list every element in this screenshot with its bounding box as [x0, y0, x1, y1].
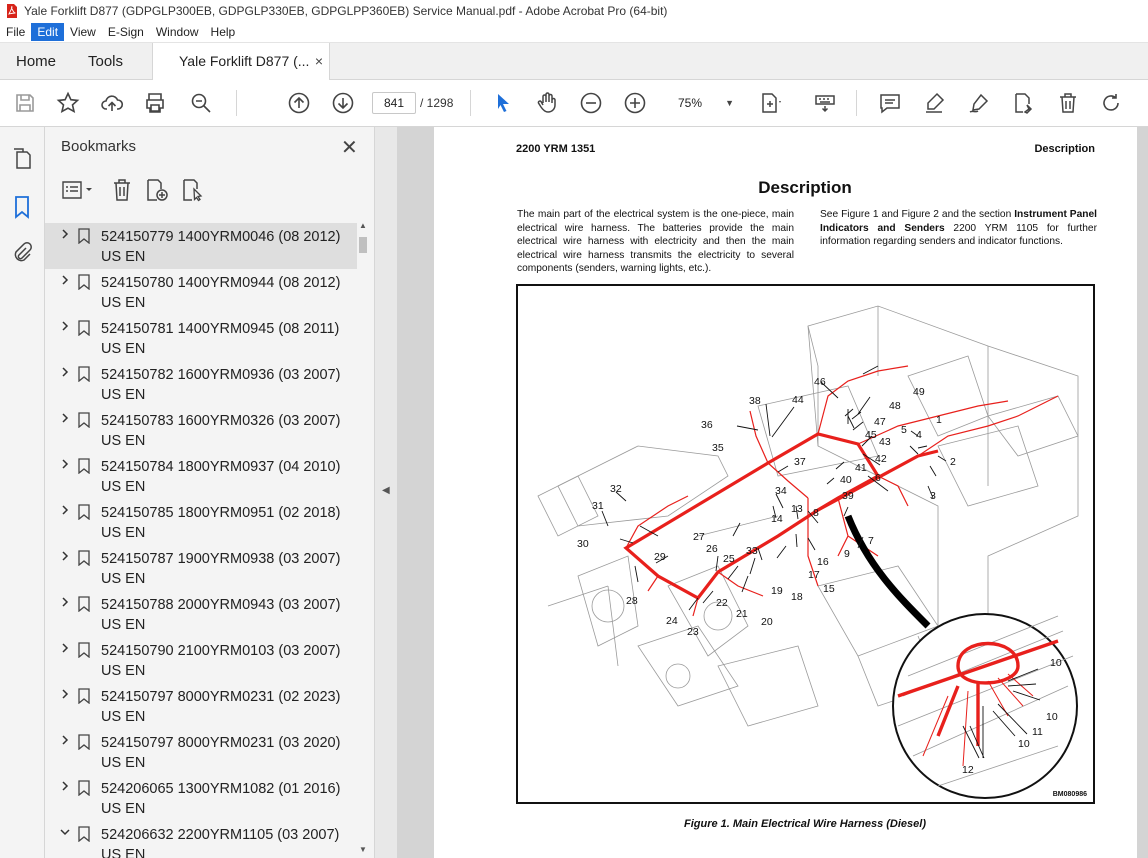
bookmark-title: 524150788 2000YRM0943 (03 2007)	[101, 597, 341, 613]
figure-callout: 2	[950, 456, 956, 468]
menu-window[interactable]: Window	[155, 25, 199, 39]
new-bookmark-icon[interactable]	[145, 178, 169, 202]
bookmark-title: 524150790 2100YRM0103 (03 2007)	[101, 643, 341, 659]
figure-callout: 9	[844, 548, 850, 560]
attachment-icon[interactable]	[11, 241, 33, 265]
figure-callout: 15	[823, 583, 835, 595]
chevron-down-icon: ▼	[725, 98, 734, 108]
navigation-rail	[0, 127, 45, 858]
bookmark-label	[101, 687, 351, 727]
tab-document[interactable]	[152, 43, 330, 81]
bookmark-item[interactable]	[45, 683, 357, 729]
page-total: / 1298	[420, 96, 454, 110]
figure-callout: 3	[930, 490, 936, 502]
bookmark-icon	[78, 412, 90, 428]
bookmark-icon	[78, 504, 90, 520]
zoom-value: 75%	[678, 96, 703, 110]
figure-callout: 26	[706, 543, 718, 555]
figure-callout: 21	[736, 608, 748, 620]
bookmark-item[interactable]	[45, 545, 357, 591]
bookmark-label	[101, 319, 351, 359]
window-title: Yale Forklift D877 (GDPGLP300EB, GDPGLP330EB, GDPGLPP360EB) Service Manual.pdf - Adobe Acrobat Pro (64-bit)	[24, 4, 668, 18]
bookmark-language: US EN	[101, 525, 146, 541]
bookmark-title: 524150779 1400YRM0046 (08 2012)	[101, 229, 341, 245]
bookmark-title: 524206632 2200YRM1105 (03 2007)	[101, 827, 340, 843]
delete-bookmark-icon[interactable]	[111, 178, 133, 202]
bookmark-icon	[78, 642, 90, 658]
chevron-right-icon[interactable]	[59, 780, 69, 795]
page-header-right: Description	[1034, 143, 1095, 155]
figure-callout: 29	[654, 551, 666, 563]
bookmark-item[interactable]	[45, 821, 357, 858]
bookmark-title: 524150780 1400YRM0944 (08 2012)	[101, 275, 341, 291]
figure-callout: 49	[913, 386, 925, 398]
figure-callout: 37	[794, 456, 806, 468]
bookmark-item[interactable]	[45, 223, 357, 269]
bookmark-icon	[78, 596, 90, 612]
figure-callout: 20	[761, 616, 773, 628]
comment-icon[interactable]	[878, 91, 902, 115]
menu-bar	[0, 22, 1148, 43]
zoom-in-icon[interactable]	[623, 91, 647, 115]
bookmark-title: 524150782 1600YRM0936 (03 2007)	[101, 367, 341, 383]
chevron-right-icon[interactable]	[59, 458, 69, 473]
figure-callout: 47	[874, 416, 886, 428]
title-bar	[0, 0, 1148, 22]
figure-callout: 35	[712, 442, 724, 454]
bookmark-icon	[78, 550, 90, 566]
toolbar-separator	[236, 90, 237, 116]
figure-callout: 4	[916, 429, 922, 441]
figure-callout: 24	[666, 615, 678, 627]
bookmark-title: 524150783 1600YRM0326 (03 2007)	[101, 413, 341, 429]
bookmark-label	[101, 457, 351, 497]
bookmark-item[interactable]	[45, 453, 357, 499]
figure-callout: 40	[840, 474, 852, 486]
figure-callout: 42	[875, 453, 887, 465]
chevron-right-icon[interactable]	[59, 504, 69, 519]
figure-callout: 28	[626, 595, 638, 607]
print-icon[interactable]	[143, 91, 167, 115]
tab-bar	[0, 43, 1148, 80]
page-down-icon[interactable]	[331, 91, 355, 115]
bookmark-language: US EN	[101, 709, 146, 725]
bookmark-item[interactable]	[45, 407, 357, 453]
collapse-panel-icon[interactable]: ◀	[382, 485, 390, 496]
bookmark-icon	[78, 688, 90, 704]
bookmark-item[interactable]	[45, 315, 357, 361]
bookmark-title: 524206065 1300YRM1082 (01 2016)	[101, 781, 341, 797]
figure-callout: 46	[814, 376, 826, 388]
panel-toolbar	[45, 175, 375, 205]
bookmark-panel-icon[interactable]	[11, 195, 33, 219]
fit-page-icon[interactable]	[758, 91, 782, 115]
bookmark-icon	[78, 366, 90, 382]
page-number-input[interactable]: 841	[372, 92, 416, 114]
bookmark-icon	[78, 320, 90, 336]
figure-callout: 10	[1050, 657, 1062, 669]
edit-pdf-icon[interactable]	[1011, 91, 1035, 115]
chevron-right-icon[interactable]	[59, 550, 69, 565]
figure-callout: 17	[808, 569, 820, 581]
figure-callout: 44	[792, 394, 804, 406]
figure-callout: 14	[771, 513, 783, 525]
chevron-right-icon[interactable]	[59, 596, 69, 611]
bookmark-label	[101, 733, 351, 773]
pdf-page	[434, 127, 1137, 858]
bookmark-label	[101, 779, 351, 819]
bookmark-item[interactable]	[45, 637, 357, 683]
bookmark-language: US EN	[101, 341, 146, 357]
scroll-up-icon[interactable]: ▲	[359, 221, 367, 230]
figure-callout: 19	[771, 585, 783, 597]
toolbar-separator	[470, 90, 471, 116]
bookmark-title: 524150784 1800YRM0937 (04 2010)	[101, 459, 341, 475]
bookmark-language: US EN	[101, 433, 146, 449]
harness-illustration	[518, 286, 1093, 802]
bookmarks-panel	[45, 127, 375, 858]
bookmark-item[interactable]	[45, 269, 357, 315]
bookmark-label	[101, 273, 351, 313]
bookmark-language: US EN	[101, 571, 146, 587]
bookmark-icon	[78, 826, 90, 842]
close-icon[interactable]: ✕	[341, 137, 358, 159]
body-text-part: See Figure 1 and Figure 2 and the section	[820, 209, 1015, 220]
menu-file[interactable]: File	[6, 25, 26, 39]
panel-collapse-gutter[interactable]	[375, 127, 397, 858]
bookmark-label	[101, 549, 351, 589]
figure-callout: 31	[592, 500, 604, 512]
figure-callout: 6	[875, 472, 881, 484]
figure-callout: 22	[716, 597, 728, 609]
figure-callout: 27	[693, 531, 705, 543]
tab-home[interactable]: Home	[16, 53, 57, 70]
bookmark-language: US EN	[101, 663, 146, 679]
figure-callout: 1	[936, 414, 942, 426]
scrollbar-thumb[interactable]	[359, 237, 367, 253]
zoom-select[interactable]	[668, 92, 740, 114]
bookmark-list	[45, 219, 357, 858]
bookmark-language: US EN	[101, 387, 146, 403]
chevron-down-icon[interactable]	[59, 826, 69, 841]
zoom-out-icon[interactable]	[579, 91, 603, 115]
bookmark-title: 524150781 1400YRM0945 (08 2011)	[101, 321, 340, 337]
figure-callout: 43	[879, 436, 891, 448]
menu-help[interactable]: Help	[210, 25, 236, 39]
bookmark-language: US EN	[101, 755, 146, 771]
figure-callout: 25	[723, 553, 735, 565]
bookmark-language: US EN	[101, 295, 146, 311]
bookmark-item[interactable]	[45, 729, 357, 775]
scroll-down-icon[interactable]: ▼	[359, 845, 367, 854]
section-heading: Description	[758, 178, 852, 197]
close-tab-icon[interactable]: ×	[314, 53, 323, 69]
figure-callout: 30	[577, 538, 589, 550]
chevron-right-icon[interactable]	[59, 320, 69, 335]
sign-pen-icon[interactable]	[967, 91, 991, 115]
figure-callout: 16	[817, 556, 829, 568]
search-zoom-icon[interactable]	[189, 91, 213, 115]
bookmark-scrollbar[interactable]	[357, 219, 369, 858]
figure-callout: 32	[610, 483, 622, 495]
hand-icon[interactable]	[535, 91, 559, 115]
acrobat-icon	[6, 4, 18, 18]
bookmark-label	[101, 595, 351, 635]
figure-callout: 18	[791, 591, 803, 603]
chevron-right-icon[interactable]	[59, 412, 69, 427]
chevron-right-icon[interactable]	[59, 228, 69, 243]
body-text-left: The main part of the electrical system is the one-piece, main electrical wire harness. The batteries provide the main electrical wire harness with electricity and then the main electrical wire harness transmits the electricity to several components (senders, warning lights, etc.).	[517, 209, 794, 275]
figure-callout: 13	[791, 503, 803, 515]
bookmark-label	[101, 503, 351, 543]
figure-callout: 41	[855, 462, 867, 474]
chevron-right-icon[interactable]	[59, 366, 69, 381]
bookmark-label	[101, 825, 351, 858]
chevron-right-icon[interactable]	[59, 688, 69, 703]
bookmark-language: US EN	[101, 801, 146, 817]
figure-wire-harness	[516, 284, 1095, 804]
highlight-pen-icon[interactable]	[922, 91, 946, 115]
select-cursor-icon[interactable]	[491, 91, 515, 115]
figure-callout: 33	[746, 545, 758, 557]
menu-view[interactable]: View	[70, 25, 96, 39]
body-text-part: 2200 YRM 1105 for further information regarding senders and indicator functions.	[820, 222, 1097, 248]
bookmark-search-icon[interactable]	[181, 178, 205, 202]
bookmark-item[interactable]	[45, 361, 357, 407]
bookmark-title: 524150797 8000YRM0231 (02 2023)	[101, 689, 341, 705]
save-icon[interactable]	[13, 91, 37, 115]
bookmark-icon	[78, 780, 90, 796]
figure-id: BM080986	[1052, 791, 1087, 798]
section-reference: Instrument Panel Indicators and Senders	[820, 209, 1097, 234]
bookmark-icon	[78, 734, 90, 750]
figure-caption: Figure 1. Main Electrical Wire Harness (Diesel)	[684, 818, 926, 830]
bookmark-label	[101, 411, 351, 451]
figure-callout: 10	[1046, 711, 1058, 723]
keyboard-icon[interactable]	[813, 91, 837, 115]
bookmark-item[interactable]	[45, 499, 357, 545]
bookmark-language: US EN	[101, 249, 146, 265]
page-thumbnails-icon[interactable]	[11, 147, 33, 171]
toolbar	[0, 80, 1148, 127]
upload-cloud-icon[interactable]	[100, 91, 124, 115]
figure-callout: 38	[749, 395, 761, 407]
delete-icon[interactable]	[1056, 91, 1080, 115]
panel-title: Bookmarks	[61, 138, 137, 155]
menu-edit[interactable]: Edit	[31, 23, 64, 41]
figure-callout: 36	[701, 419, 713, 431]
figure-callout: 34	[775, 485, 787, 497]
chevron-right-icon[interactable]	[59, 734, 69, 749]
bookmark-title: 524150785 1800YRM0951 (02 2018)	[101, 505, 341, 521]
figure-callout: 39	[842, 490, 854, 502]
tab-tools[interactable]: Tools	[88, 53, 124, 70]
bookmark-title: 524150787 1900YRM0938 (03 2007)	[101, 551, 341, 567]
figure-callout: 8	[813, 507, 819, 519]
bookmark-item[interactable]	[45, 775, 357, 821]
chevron-right-icon[interactable]	[59, 642, 69, 657]
bookmark-item[interactable]	[45, 591, 357, 637]
figure-callout: 7	[868, 535, 874, 547]
bookmark-language: US EN	[101, 617, 146, 633]
bookmark-icon	[78, 228, 90, 244]
tab-document-label: Yale Forklift D877 (...	[179, 53, 310, 69]
figure-callout: 10	[1018, 738, 1030, 750]
menu-esign[interactable]: E-Sign	[107, 25, 144, 39]
redo-icon[interactable]	[1099, 91, 1123, 115]
bookmark-language: US EN	[101, 847, 146, 858]
figure-callout: 11	[1032, 726, 1043, 738]
bookmark-icon	[78, 274, 90, 290]
document-viewer[interactable]	[397, 127, 1148, 858]
bookmark-icon	[78, 458, 90, 474]
chevron-right-icon[interactable]	[59, 274, 69, 289]
star-icon[interactable]	[56, 91, 80, 115]
options-menu-icon[interactable]	[61, 179, 95, 201]
bookmark-title: 524150797 8000YRM0231 (03 2020)	[101, 735, 341, 751]
figure-callout: 48	[889, 400, 901, 412]
bookmark-label	[101, 365, 351, 405]
bookmark-label	[101, 227, 351, 267]
body-text-right	[820, 208, 1097, 249]
bookmark-language: US EN	[101, 479, 146, 495]
figure-callout: 45	[865, 429, 877, 441]
figure-callout: 5	[901, 424, 907, 436]
toolbar-separator	[856, 90, 857, 116]
bookmark-label	[101, 641, 351, 681]
figure-callout: 23	[687, 626, 699, 638]
page-up-icon[interactable]	[287, 91, 311, 115]
page-header-left: 2200 YRM 1351	[516, 143, 596, 155]
figure-callout: 12	[962, 764, 974, 776]
